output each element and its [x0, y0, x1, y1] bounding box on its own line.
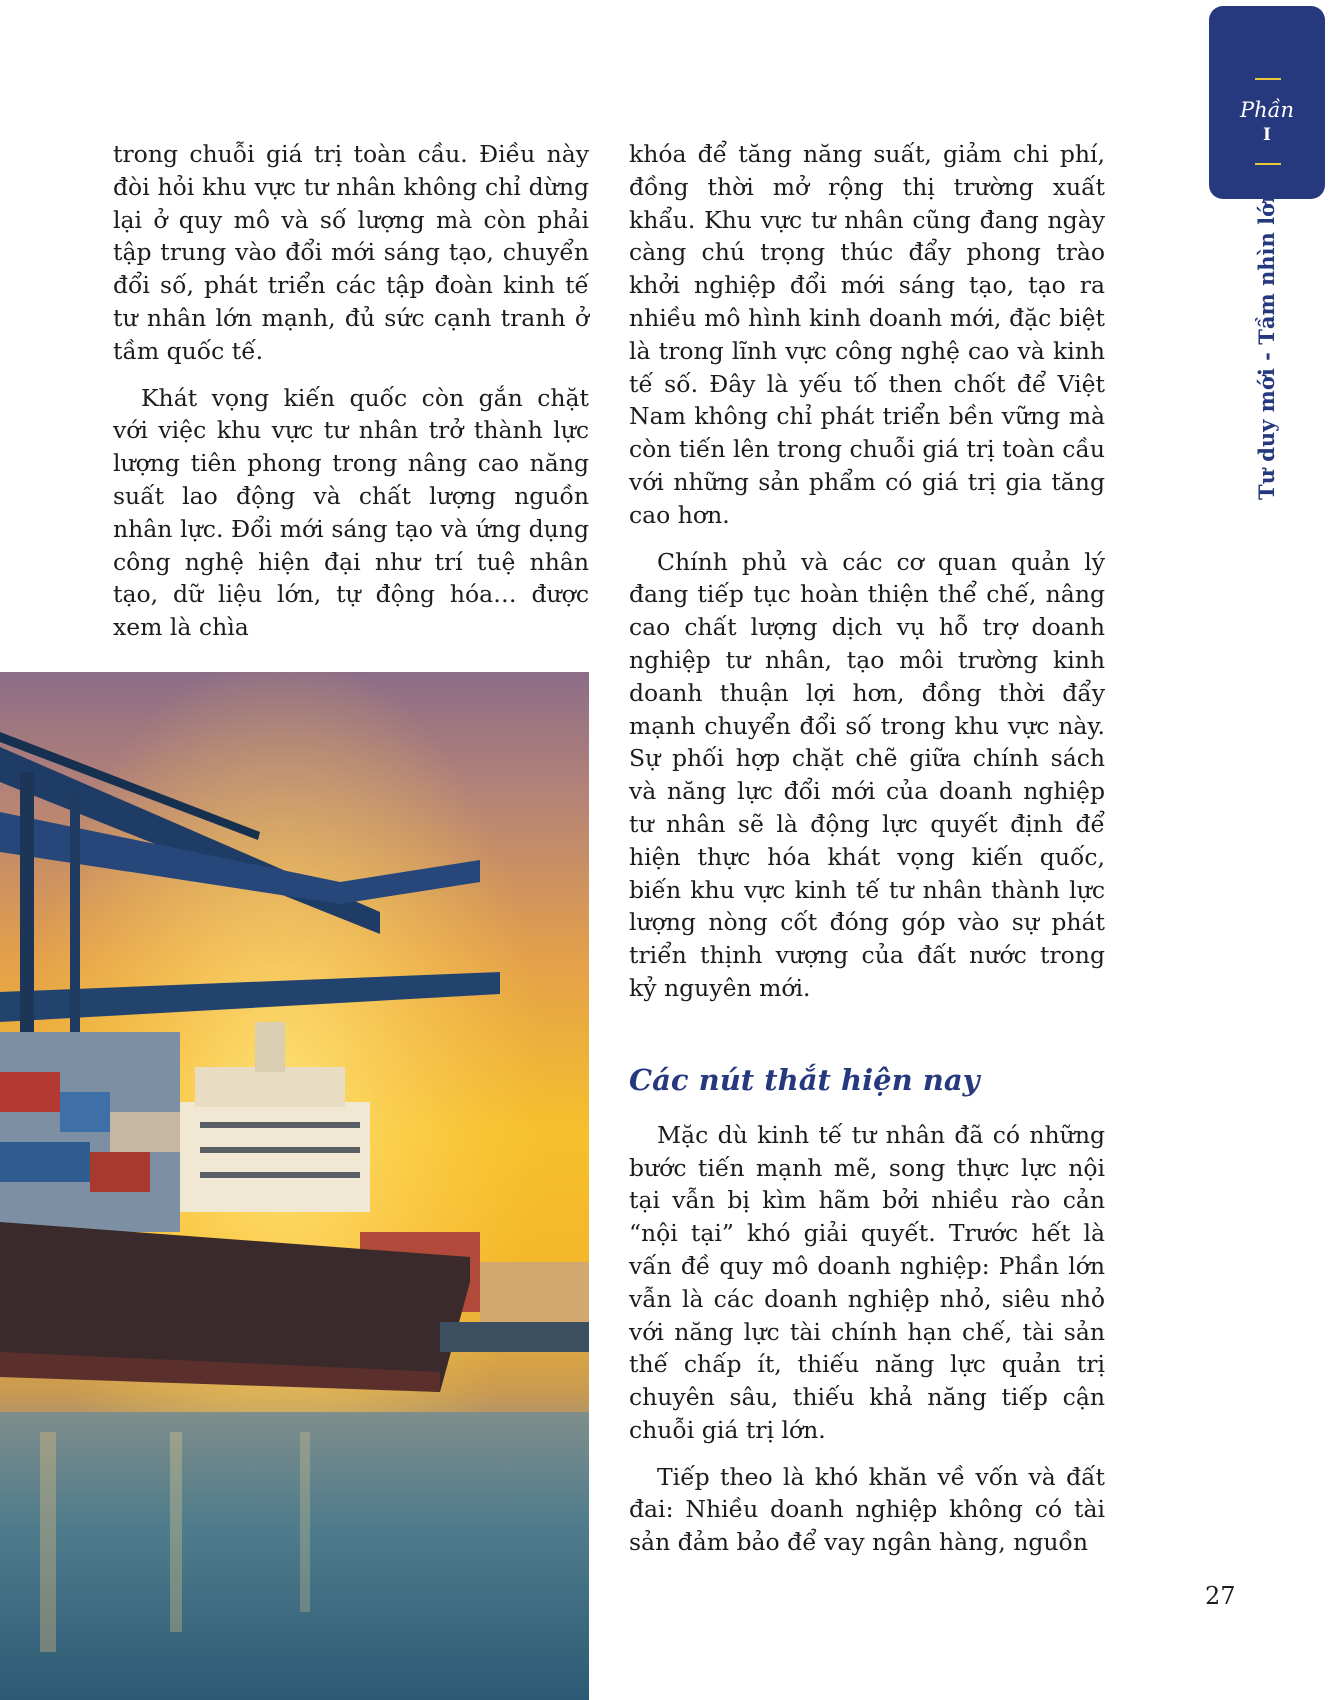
- container-ship-port-photo: [0, 672, 589, 1700]
- part-number: I: [1263, 125, 1271, 145]
- body-paragraph: Khát vọng kiến quốc còn gắn chặt với việc khu vực tư nhân trở thành lực lượng tiên phong trong nâng cao năng suất lao động và chất lượng nguồn nhân lực. Đổi mới sáng tạo và ứng dụng công nghệ hiện đại như trí tuệ nhân tạo, dữ liệu lớn, tự động hóa… được xem là chìa: [113, 383, 589, 642]
- tab-divider-top: [1255, 78, 1281, 80]
- left-column: [113, 138, 589, 644]
- right-column: [629, 138, 1105, 1559]
- section-heading: Các nút thắt hiện nay: [629, 1062, 980, 1097]
- part-tab: [1209, 6, 1325, 199]
- body-paragraph: Chính phủ và các cơ quan quản lý đang tiếp tục hoàn thiện thể chế, nâng cao chất lượng dịch vụ hỗ trợ doanh nghiệp tư nhân, tạo môi trường kinh doanh thuận lợi hơn, đồng thời đẩy mạnh chuyển đổi số trong khu vực này. Sự phối hợp chặt chẽ giữa chính sách và năng lực đổi mới của doanh nghiệp tư nhân sẽ là động lực quyết định để hiện thực hóa khát vọng kiến quốc, biến khu vực kinh tế tư nhân thành lực lượng nòng cốt đóng góp vào sự phát triển thịnh vượng của đất nước trong kỷ nguyên mới.: [629, 547, 1105, 1002]
- body-paragraph: khóa để tăng năng suất, giảm chi phí, đồng thời mở rộng thị trường xuất khẩu. Khu vực tư nhân cũng đang ngày càng chú trọng thúc đẩy phong trào khởi nghiệp đổi mới sáng tạo, tạo ra nhiều mô hình kinh doanh mới, đặc biệt là trong lĩnh vực công nghệ cao và kinh tế số. Đây là yếu tố then chốt để Việt Nam không chỉ phát triển bền vững mà còn tiến lên trong chuỗi giá trị toàn cầu với những sản phẩm có giá trị gia tăng cao hơn.: [629, 140, 1105, 529]
- tab-divider-bottom: [1255, 163, 1281, 165]
- part-label: Phần: [1239, 98, 1295, 122]
- body-paragraph: Mặc dù kinh tế tư nhân đã có những bước tiến mạnh mẽ, song thực lực nội tại vẫn bị kìm hãm bởi nhiều rào cản “nội tại” khó giải quyết. Trước hết là vấn đề quy mô doanh nghiệp: Phần lớn vẫn là các doanh nghiệp nhỏ, siêu nhỏ với năng lực tài chính hạn chế, tài sản thế chấp ít, thiếu năng lực quản trị chuyên sâu, thiếu khả năng tiếp cận chuỗi giá trị lớn.: [629, 1120, 1105, 1444]
- running-section-title: Tư duy mới - Tầm nhìn lớn: [1254, 187, 1279, 500]
- body-paragraph: trong chuỗi giá trị toàn cầu. Điều này đòi hỏi khu vực tư nhân không chỉ dừng lại ở quy mô và số lượng mà còn phải tập trung vào đổi mới sáng tạo, chuyển đổi số, phát triển các tập đoàn kinh tế tư nhân lớn mạnh, đủ sức cạnh tranh ở tầm quốc tế.: [113, 140, 589, 365]
- page-number: 27: [1205, 1582, 1236, 1610]
- body-paragraph: Tiếp theo là khó khăn về vốn và đất đai: Nhiều doanh nghiệp không có tài sản đảm bảo để vay ngân hàng, nguồn: [629, 1462, 1105, 1557]
